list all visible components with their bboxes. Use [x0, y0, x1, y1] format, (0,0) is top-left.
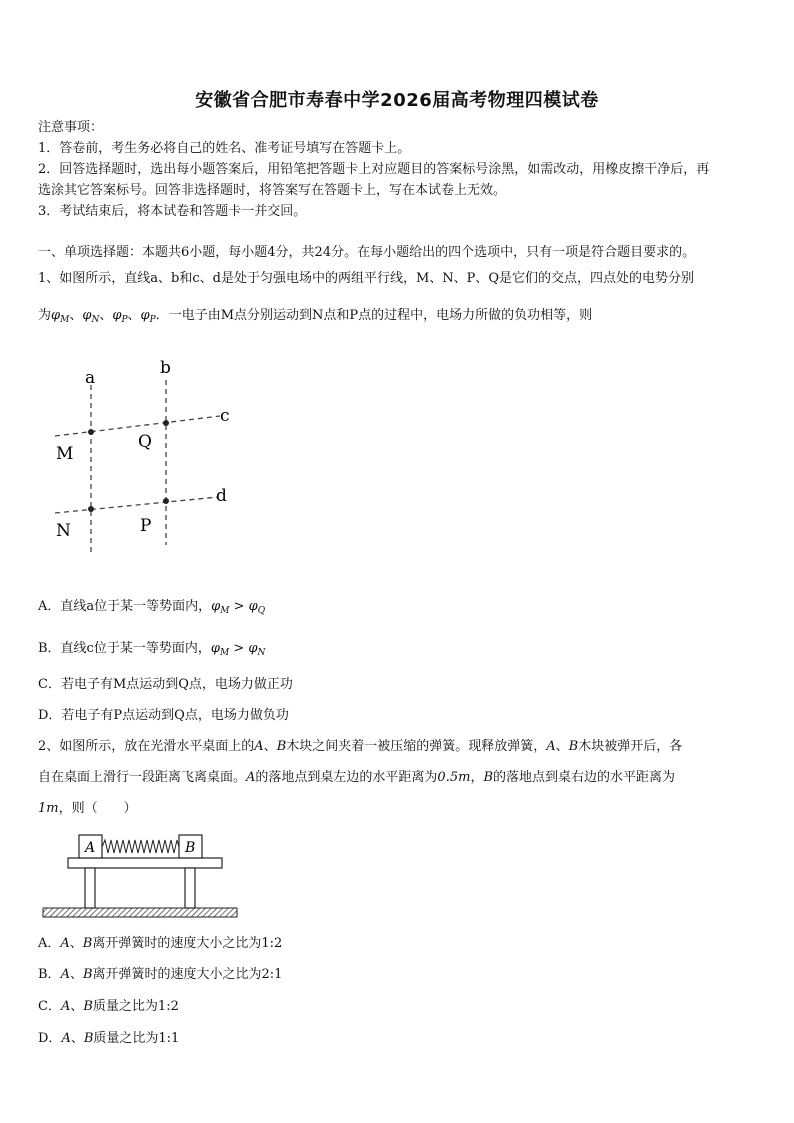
- q1-stem-line2: 为$\varphi_M$、$\varphi_N$、$\varphi_P$、$\varphi_P$．一电子由M点分别运动到N点和P点的过程中，电场力所做的负功相等，则: [38, 308, 593, 325]
- block-a-label: A: [85, 840, 96, 856]
- spring: [102, 840, 179, 853]
- label-b: b: [160, 358, 171, 378]
- note-item: 2．回答选择题时，选出每小题答案后，用铅笔把答题卡上对应题目的答案标号涂黑，如需改动，用橡皮擦干净后，再: [38, 162, 710, 177]
- table-leg-left: [85, 868, 95, 908]
- note-item: 选涂其它答案标号。回答非选择题时，将答案写在答题卡上，写在本试卷上无效。: [38, 183, 507, 198]
- q1-stem-line1: 1、如图所示，直线a、b和c、d是处于匀强电场中的两组平行线，M、N、P、Q是它们的交点，四点处的电势分别: [38, 271, 695, 286]
- point-Q: [163, 420, 169, 426]
- q2-stem-line2: 自在桌面上滑行一段距离飞离桌面。A的落地点到桌左边的水平距离为0.5m，B的落地点到桌右边的水平距离为: [38, 770, 676, 785]
- point-P: [163, 498, 169, 504]
- q2-option-a: A．A、B离开弹簧时的速度大小之比为1:2: [38, 936, 283, 951]
- block-b-label: B: [185, 840, 196, 856]
- note-item: 1．答卷前，考生务必将自己的姓名、准考证号填写在答题卡上。: [38, 141, 411, 156]
- label-a: a: [85, 368, 96, 388]
- q2-option-d: D．A、B质量之比为1:1: [38, 1031, 180, 1046]
- q1-option-b: B．直线c位于某一等势面内，$\varphi_M > \varphi_N$: [38, 641, 266, 658]
- ground: [43, 908, 237, 917]
- page-title: 安徽省合肥市寿春中学2026届高考物理四模试卷: [195, 90, 599, 111]
- label-P: P: [140, 516, 152, 536]
- q1-option-c: C．若电子有M点运动到Q点，电场力做正功: [38, 677, 293, 692]
- line-d: [55, 497, 218, 513]
- label-M: M: [56, 444, 74, 464]
- section-heading: 一、单项选择题：本题共6小题，每小题4分，共24分。在每小题给出的四个选项中，只有一项是符合题目要求的。: [38, 245, 696, 260]
- q2-option-c: C．A、B质量之比为1:2: [38, 999, 179, 1014]
- q1-figure: [50, 355, 250, 560]
- q1-option-d: D．若电子有P点运动到Q点，电场力做负功: [38, 708, 289, 723]
- q1-option-a: A．直线a位于某一等势面内，$\varphi_M > \varphi_Q$: [38, 599, 266, 616]
- point-N: [88, 506, 94, 512]
- label-Q: Q: [138, 432, 152, 452]
- table-top: [68, 858, 222, 868]
- q2-option-b: B．A、B离开弹簧时的速度大小之比为2:1: [38, 967, 283, 982]
- notes-heading: 注意事项：: [38, 120, 104, 135]
- label-d: d: [216, 486, 227, 506]
- label-N: N: [56, 521, 71, 541]
- table-leg-right: [185, 868, 195, 908]
- note-item: 3．考试结束后，将本试卷和答题卡一并交回。: [38, 204, 307, 219]
- label-c: c: [220, 406, 230, 426]
- q2-figure: [40, 830, 242, 922]
- point-M: [88, 429, 94, 435]
- q2-stem-line3: 1m，则（ ）: [38, 801, 137, 816]
- q2-stem-line1: 2、如图所示，放在光滑水平桌面上的A、B木块之间夹着一被压缩的弹簧。现释放弹簧，A、B木块被弹开后，各: [38, 739, 683, 754]
